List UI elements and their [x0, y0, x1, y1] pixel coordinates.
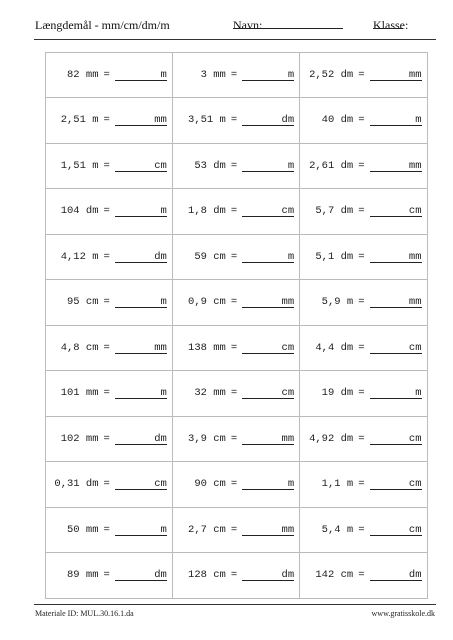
target-unit: cm: [281, 387, 295, 400]
worksheet-header: [35, 18, 435, 36]
header-divider: [34, 39, 436, 40]
target-unit: cm: [408, 432, 422, 445]
answer-blank-line[interactable]: [115, 69, 167, 81]
problem-quantity: 3 mm: [200, 68, 226, 81]
problem-cell: [299, 507, 427, 554]
answer-field[interactable]: [242, 69, 294, 81]
target-unit: cm: [408, 523, 422, 536]
problem-quantity: 5,1 dm: [315, 250, 354, 263]
answer-field[interactable]: [370, 251, 422, 263]
problem-cell: [299, 279, 427, 326]
problem-cell: [45, 507, 173, 554]
answer-blank-line[interactable]: [242, 478, 294, 490]
answer-blank-line[interactable]: [242, 160, 294, 172]
problem-cell: [172, 143, 300, 190]
equals-sign: =: [230, 569, 238, 582]
equals-sign: =: [358, 114, 365, 127]
target-unit: cm: [281, 341, 295, 354]
target-unit: cm: [408, 341, 422, 354]
equals-sign: =: [358, 432, 365, 445]
target-unit: m: [287, 250, 295, 263]
equals-sign: =: [230, 432, 238, 445]
problem-cell: [172, 234, 300, 281]
problem-quantity: 1,1 m: [321, 478, 354, 491]
problem-quantity: 2,7 cm: [188, 523, 226, 536]
target-unit: dm: [154, 569, 167, 582]
problem-quantity: 90 cm: [194, 478, 226, 491]
problem-quantity: 102 mm: [60, 432, 99, 445]
target-unit: dm: [154, 250, 167, 263]
answer-field[interactable]: [242, 433, 294, 445]
equals-sign: =: [358, 523, 365, 536]
problem-quantity: 128 cm: [188, 569, 226, 582]
problem-quantity: 95 cm: [67, 296, 99, 309]
answer-field[interactable]: [242, 387, 294, 399]
answer-field[interactable]: [115, 296, 167, 308]
answer-field[interactable]: [370, 387, 422, 399]
problem-grid: [45, 52, 427, 598]
target-unit: cm: [281, 205, 295, 218]
target-unit: mm: [408, 68, 422, 81]
target-unit: mm: [154, 341, 167, 354]
problem-quantity: 101 mm: [60, 387, 99, 400]
equals-sign: =: [230, 296, 238, 309]
equals-sign: =: [358, 341, 365, 354]
answer-field[interactable]: [242, 296, 294, 308]
equals-sign: =: [103, 68, 110, 81]
equals-sign: =: [103, 250, 110, 263]
problem-cell: [172, 325, 300, 372]
problem-quantity: 4,92 dm: [309, 432, 354, 445]
target-unit: mm: [281, 432, 295, 445]
problem-quantity: 4,4 dm: [315, 341, 354, 354]
problem-quantity: 0,31 dm: [54, 478, 99, 491]
equals-sign: =: [103, 205, 110, 218]
answer-field[interactable]: [242, 251, 294, 263]
problem-quantity: 104 dm: [60, 205, 99, 218]
problem-quantity: 142 cm: [315, 569, 354, 582]
equals-sign: =: [230, 114, 238, 127]
answer-field[interactable]: [370, 433, 422, 445]
problem-quantity: 138 mm: [188, 341, 226, 354]
problem-cell: [299, 325, 427, 372]
problem-quantity: 82 mm: [67, 68, 99, 81]
equals-sign: =: [230, 250, 238, 263]
problem-cell: [299, 52, 427, 99]
problem-cell: [172, 188, 300, 235]
answer-field[interactable]: [115, 205, 167, 217]
problem-cell: [299, 370, 427, 417]
problem-cell: [299, 461, 427, 508]
answer-field[interactable]: [370, 160, 422, 172]
equals-sign: =: [230, 341, 238, 354]
equals-sign: =: [103, 432, 110, 445]
problem-cell: [299, 416, 427, 463]
answer-field[interactable]: [242, 478, 294, 490]
problem-cell: [299, 143, 427, 190]
problem-quantity: 0,9 cm: [188, 296, 226, 309]
target-unit: m: [160, 387, 167, 400]
problem-cell: [172, 370, 300, 417]
target-unit: mm: [408, 250, 422, 263]
problem-quantity: 1,51 m: [60, 159, 99, 172]
target-unit: m: [160, 68, 167, 81]
problem-quantity: 4,8 cm: [60, 341, 99, 354]
problem-quantity: 1,8 dm: [188, 205, 226, 218]
problem-cell: [45, 97, 173, 144]
problem-cell: [299, 234, 427, 281]
target-unit: m: [287, 159, 295, 172]
problem-cell: [172, 279, 300, 326]
answer-field[interactable]: [370, 342, 422, 354]
equals-sign: =: [230, 478, 238, 491]
problem-cell: [172, 97, 300, 144]
answer-field[interactable]: [115, 251, 167, 263]
problem-cell: [45, 325, 173, 372]
problem-quantity: 5,4 m: [321, 523, 354, 536]
equals-sign: =: [103, 159, 110, 172]
target-unit: m: [415, 114, 422, 127]
equals-sign: =: [358, 159, 365, 172]
equals-sign: =: [103, 569, 110, 582]
equals-sign: =: [103, 387, 110, 400]
target-unit: m: [287, 68, 295, 81]
answer-field[interactable]: [370, 114, 422, 126]
equals-sign: =: [230, 205, 238, 218]
problem-quantity: 59 cm: [194, 250, 226, 263]
answer-field[interactable]: [242, 160, 294, 172]
problem-quantity: 53 dm: [194, 159, 226, 172]
equals-sign: =: [358, 478, 365, 491]
answer-field[interactable]: [370, 478, 422, 490]
problem-cell: [45, 143, 173, 190]
equals-sign: =: [230, 523, 238, 536]
answer-field[interactable]: [242, 524, 294, 536]
answer-blank-line[interactable]: [115, 296, 167, 308]
name-label: Navn:: [233, 18, 263, 32]
problem-quantity: 40 dm: [321, 114, 354, 127]
problem-quantity: 4,12 m: [60, 250, 99, 263]
target-unit: mm: [408, 159, 422, 172]
target-unit: cm: [154, 478, 167, 491]
problem-quantity: 50 mm: [67, 523, 99, 536]
problem-cell: [45, 188, 173, 235]
equals-sign: =: [358, 387, 365, 400]
equals-sign: =: [230, 387, 238, 400]
answer-blank-line[interactable]: [370, 114, 422, 126]
target-unit: cm: [154, 159, 167, 172]
problem-quantity: 5,7 dm: [315, 205, 354, 218]
equals-sign: =: [230, 159, 238, 172]
target-unit: cm: [408, 205, 422, 218]
answer-blank-line[interactable]: [242, 69, 294, 81]
website-link[interactable]: www.gratisskole.dk: [371, 609, 435, 618]
target-unit: dm: [281, 114, 295, 127]
problem-quantity: 32 mm: [194, 387, 226, 400]
target-unit: cm: [408, 478, 422, 491]
equals-sign: =: [103, 523, 110, 536]
problem-cell: [172, 416, 300, 463]
answer-blank-line[interactable]: [115, 205, 167, 217]
problem-quantity: 3,9 cm: [188, 432, 226, 445]
answer-field[interactable]: [115, 342, 167, 354]
class-label: Klasse:: [373, 18, 409, 32]
target-unit: mm: [408, 296, 422, 309]
worksheet-title: Længdemål - mm/cm/dm/m: [35, 18, 170, 32]
footer-divider: [34, 604, 436, 605]
target-unit: dm: [408, 569, 422, 582]
problem-quantity: 19 dm: [321, 387, 354, 400]
answer-field[interactable]: [115, 478, 167, 490]
answer-blank-line[interactable]: [115, 524, 167, 536]
target-unit: mm: [281, 296, 295, 309]
equals-sign: =: [103, 296, 110, 309]
target-unit: m: [287, 478, 295, 491]
problem-cell: [172, 461, 300, 508]
answer-field[interactable]: [370, 569, 422, 581]
target-unit: dm: [281, 569, 295, 582]
answer-field[interactable]: [115, 524, 167, 536]
target-unit: m: [160, 523, 167, 536]
problem-quantity: 2,52 dm: [309, 68, 354, 81]
answer-field[interactable]: [115, 160, 167, 172]
problem-cell: [299, 97, 427, 144]
problem-quantity: 2,51 m: [60, 114, 99, 127]
answer-blank-line[interactable]: [370, 387, 422, 399]
equals-sign: =: [103, 114, 110, 127]
answer-field[interactable]: [242, 342, 294, 354]
problem-cell: [45, 52, 173, 99]
answer-blank-line[interactable]: [115, 387, 167, 399]
problem-quantity: 2,61 dm: [309, 159, 354, 172]
equals-sign: =: [103, 341, 110, 354]
target-unit: m: [160, 296, 167, 309]
name-blank-line[interactable]: [233, 18, 343, 29]
problem-cell: [172, 507, 300, 554]
equals-sign: =: [358, 68, 365, 81]
problem-cell: [299, 552, 427, 599]
answer-field[interactable]: [115, 569, 167, 581]
equals-sign: =: [230, 68, 238, 81]
equals-sign: =: [103, 478, 110, 491]
answer-field[interactable]: [370, 205, 422, 217]
problem-quantity: 89 mm: [67, 569, 99, 582]
equals-sign: =: [358, 205, 365, 218]
answer-blank-line[interactable]: [242, 251, 294, 263]
target-unit: m: [160, 205, 167, 218]
answer-field[interactable]: [115, 114, 167, 126]
class-blank-line[interactable]: [373, 18, 403, 29]
problem-cell: [45, 416, 173, 463]
problem-cell: [172, 52, 300, 99]
problem-cell: [45, 234, 173, 281]
answer-field[interactable]: [370, 296, 422, 308]
answer-field[interactable]: [115, 387, 167, 399]
answer-field[interactable]: [370, 69, 422, 81]
answer-field[interactable]: [242, 205, 294, 217]
problem-cell: [45, 461, 173, 508]
problem-cell: [45, 279, 173, 326]
answer-field[interactable]: [115, 69, 167, 81]
material-id: Materiale ID: MUL.30.16.1.da: [35, 609, 134, 618]
target-unit: m: [415, 387, 422, 400]
equals-sign: =: [358, 296, 365, 309]
answer-field[interactable]: [242, 569, 294, 581]
problem-cell: [45, 370, 173, 417]
problem-cell: [45, 552, 173, 599]
target-unit: mm: [281, 523, 295, 536]
problem-cell: [299, 188, 427, 235]
problem-quantity: 3,51 m: [188, 114, 226, 127]
equals-sign: =: [358, 250, 365, 263]
equals-sign: =: [358, 569, 365, 582]
problem-quantity: 5,9 m: [321, 296, 354, 309]
answer-field[interactable]: [370, 524, 422, 536]
target-unit: mm: [154, 114, 167, 127]
answer-field[interactable]: [115, 433, 167, 445]
problem-cell: [172, 552, 300, 599]
target-unit: dm: [154, 432, 167, 445]
answer-field[interactable]: [242, 114, 294, 126]
